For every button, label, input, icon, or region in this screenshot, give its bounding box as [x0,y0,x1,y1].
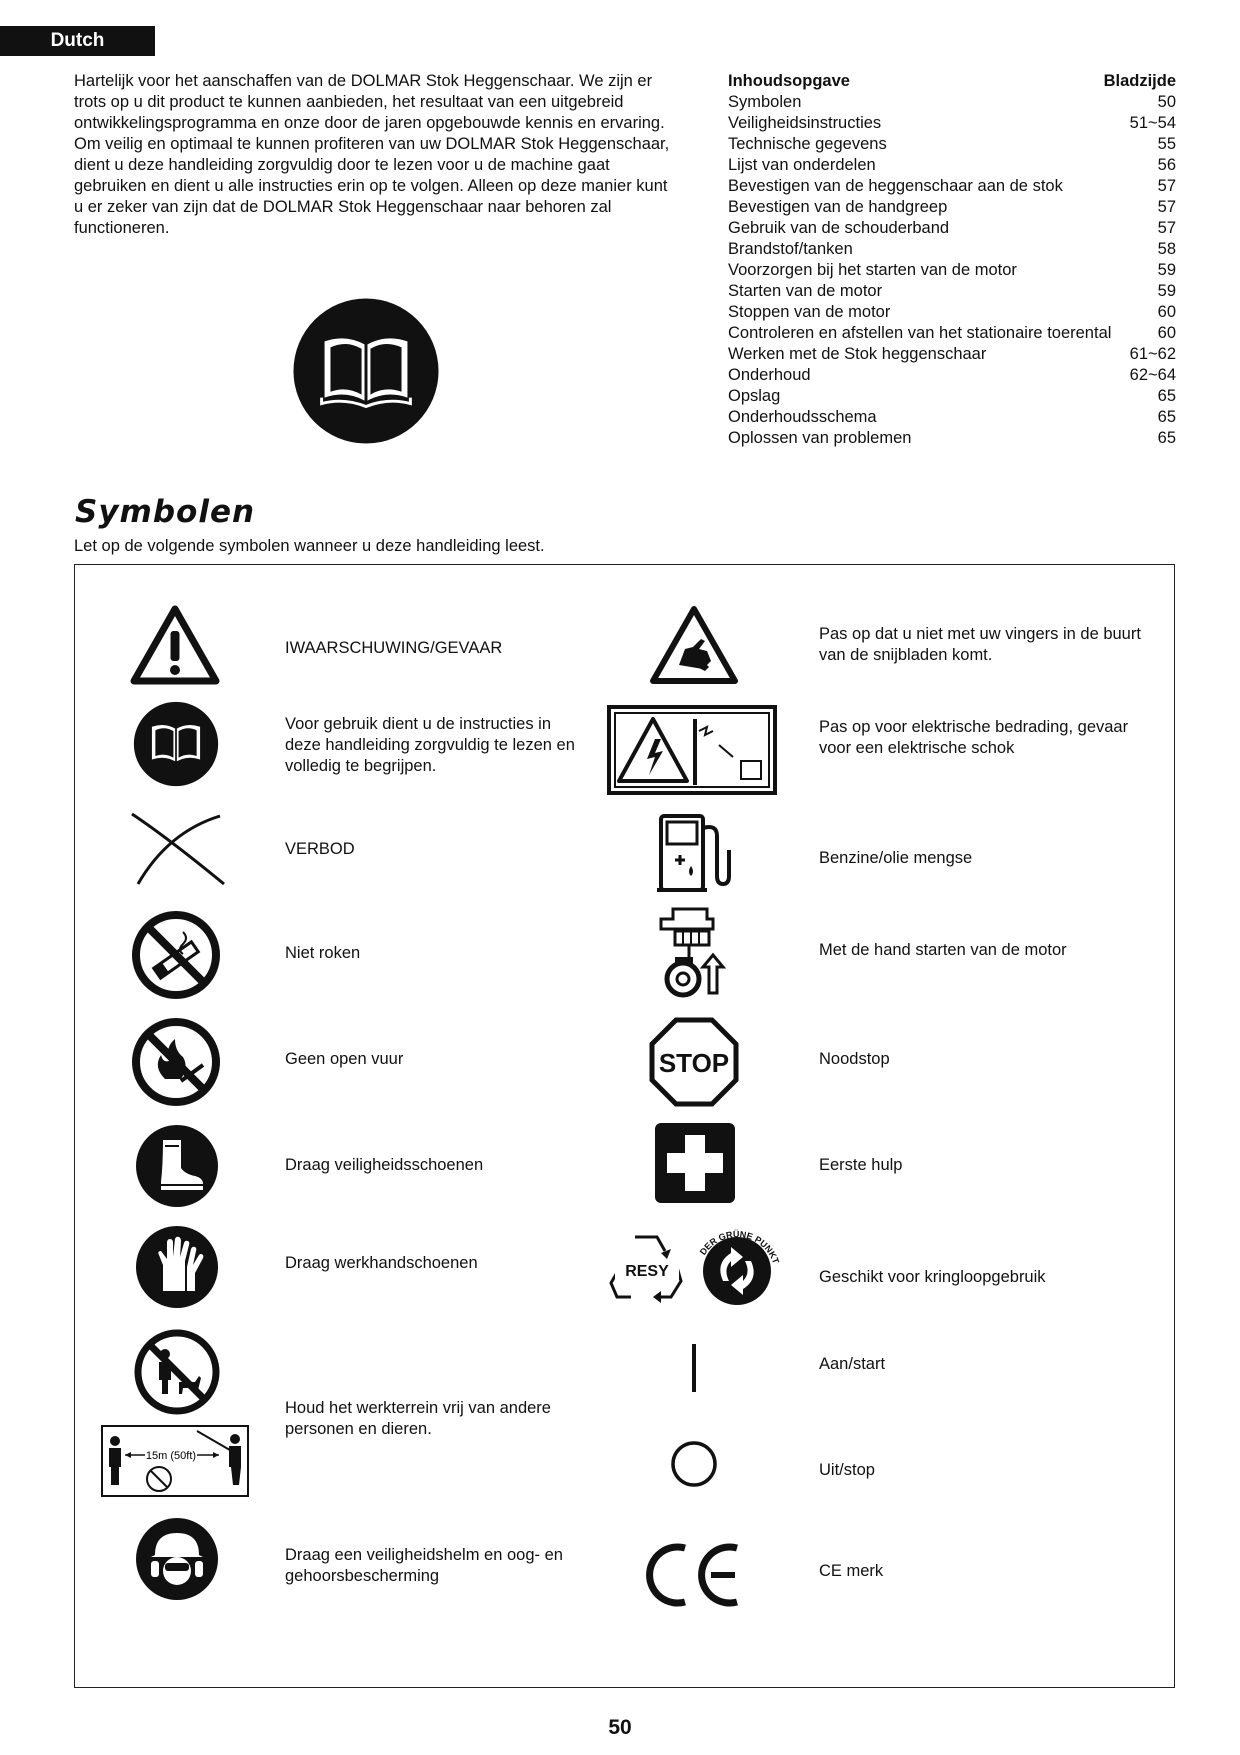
toc-entry-page: 59 [1157,261,1176,279]
intro-line: Om veilig en optimaal te kunnen profiteren van uw DOLMAR Stok Heggenschaar, [74,135,670,153]
toc-entry-page: 55 [1157,135,1176,153]
toc-entry [728,92,1176,113]
symbol-label: Voor gebruik dient u de instructies in deze handleiding zorgvuldig te lezen en volledig te begrijpen. [285,715,575,775]
toc-entry [728,197,1176,218]
intro-line: ontwikkelingsprogramma en onze door de jaren opgebouwde kennis en ervaring. [74,114,665,132]
toc-header [728,71,1176,92]
toc-heading: Inhoudsopgave [728,72,850,90]
toc-entry [728,281,1176,302]
intro-line: dient u deze handleiding zorgvuldig door te lezen voor u de machine gaat [74,156,610,174]
toc-entry [728,260,1176,281]
first-aid-icon [653,1121,737,1205]
warning-triangle-icon [130,605,220,685]
toc-entry-page: 60 [1157,324,1176,342]
toc-entry-title: Onderhoud [728,366,811,384]
manual-start-icon [653,905,739,1001]
read-manual-icon [133,701,219,787]
symbol-label: Draag veiligheidsschoenen [285,1156,484,1174]
intro-text [74,71,694,239]
toc-entry-title: Onderhoudsschema [728,408,877,426]
electric-shock-icon [607,705,777,795]
toc-entry-title: Controleren en afstellen van het stationaire toerental [728,324,1112,342]
toc-entry-page: 57 [1157,198,1176,216]
toc-entry-title: Starten van de motor [728,282,883,300]
symbol-label: Draag werkhandschoenen [285,1254,478,1272]
toc-entry [728,176,1176,197]
ce-mark-icon [645,1540,745,1610]
prohibited-cross-icon [128,810,226,890]
toc-entry [728,344,1176,365]
toc-entry-page: 58 [1157,240,1176,258]
intro-line: gebruiken en dient u alle instructies erin op te volgen. Alleen op deze manier kunt [74,177,668,195]
power-on-icon [679,1341,709,1395]
page-number: 50 [608,1716,632,1739]
symbol-label: Uit/stop [819,1461,875,1479]
stop-sign-icon [649,1017,739,1107]
safety-boot-icon [135,1124,219,1208]
power-off-icon [669,1439,719,1489]
toc-entry [728,218,1176,239]
intro-line: Hartelijk voor het aanschaffen van de DOLMAR Stok Heggenschaar. We zijn er [74,72,653,90]
symbol-label: Pas op voor elektrische bedrading, gevaar voor een elektrische schok [819,718,1129,757]
toc-entry [728,407,1176,428]
intro-line: functioneren. [74,219,170,237]
toc-entry-title: Lijst van onderdelen [728,156,876,174]
toc-entry-page: 56 [1157,156,1176,174]
blade-hand-warning-icon [649,605,739,685]
no-smoking-icon [131,910,221,1000]
toc-entry-title: Voorzorgen bij het starten van de motor [728,261,1017,279]
toc-entry-title: Symbolen [728,93,802,111]
toc-entry-title: Stoppen van de motor [728,303,891,321]
table-of-contents [728,71,1176,449]
toc-entry [728,113,1176,134]
symbol-label: Aan/start [819,1355,886,1373]
toc-entry-title: Opslag [728,387,781,405]
toc-entry-page: 60 [1157,303,1176,321]
stop-sign-text: STOP [658,1048,730,1078]
symbols-title: Symbolen [75,494,256,530]
toc-entry [728,239,1176,260]
symbols-box [74,564,1175,1688]
no-open-fire-icon [131,1017,221,1107]
toc-entry [728,134,1176,155]
toc-entry-title: Veiligheidsinstructies [728,114,882,132]
toc-entry [728,302,1176,323]
symbol-label: VERBOD [285,840,355,858]
symbol-label: IWAARSCHUWING/GEVAAR [285,639,503,657]
toc-entry [728,155,1176,176]
toc-entry-page: 65 [1157,408,1176,426]
toc-entry-title: Bevestigen van de handgreep [728,198,948,216]
intro-line: u er zeker van zijn dat de DOLMAR Stok Heggenschaar naar behoren zal [74,198,612,216]
toc-entry [728,428,1176,449]
no-persons-animals-icon [133,1328,221,1416]
toc-entry-page: 57 [1157,177,1176,195]
gruene-punkt-text: DER GRÜNE PUNKT [697,1229,781,1266]
recycle-icon [693,1223,781,1311]
toc-entry-title: Technische gegevens [728,135,887,153]
toc-entry-page: 65 [1157,429,1176,447]
toc-entry [728,386,1176,407]
toc-entry-page: 51~54 [1129,114,1176,132]
toc-entry-page: 65 [1157,387,1176,405]
toc-entry-title: Bevestigen van de heggenschaar aan de stok [728,177,1063,195]
symbol-label: Benzine/olie mengse [819,849,973,867]
symbol-label: Met de hand starten van de motor [819,941,1067,959]
intro-line: trots op u dit product te kunnen aanbieden, het resultaat van een uitgebreid [74,93,624,111]
symbol-label: Pas op dat u niet met uw vingers in de buurt van de snijbladen komt. [819,625,1141,664]
helmet-protection-icon [135,1517,219,1601]
toc-entry-page: 62~64 [1129,366,1176,384]
work-gloves-icon [135,1225,219,1309]
toc-entry-title: Oplossen van problemen [728,429,912,447]
symbol-label: Noodstop [819,1050,890,1068]
symbol-label: Houd het werkterrein vrij van andere personen en dieren. [285,1399,551,1438]
read-manual-large-icon [292,297,440,445]
distance-text: 15m (50ft) [145,1450,197,1462]
language-tab: Dutch [0,26,155,56]
resy-text: RESY [625,1263,669,1280]
symbols-subtitle: Let op de volgende symbolen wanneer u deze handleiding leest. [74,537,545,555]
resy-recycle-icon [605,1227,689,1311]
toc-entry-page: 57 [1157,219,1176,237]
toc-entry [728,365,1176,386]
toc-entry [728,323,1176,344]
toc-page-heading: Bladzijde [1103,72,1176,90]
toc-entry-page: 61~62 [1129,345,1176,363]
keep-distance-icon [101,1425,249,1497]
symbol-label: CE merk [819,1562,884,1580]
toc-entry-page: 50 [1157,93,1176,111]
toc-entry-title: Brandstof/tanken [728,240,853,258]
symbol-label: Eerste hulp [819,1156,903,1174]
toc-entry-page: 59 [1157,282,1176,300]
fuel-pump-icon [655,810,735,894]
symbol-label: Draag een veiligheidshelm en oog- en gehoorsbescherming [285,1546,563,1585]
symbol-label: Geen open vuur [285,1050,404,1068]
toc-entry-title: Gebruik van de schouderband [728,219,950,237]
toc-entry-title: Werken met de Stok heggenschaar [728,345,987,363]
symbol-label: Geschikt voor kringloopgebruik [819,1268,1046,1286]
symbol-label: Niet roken [285,944,361,962]
